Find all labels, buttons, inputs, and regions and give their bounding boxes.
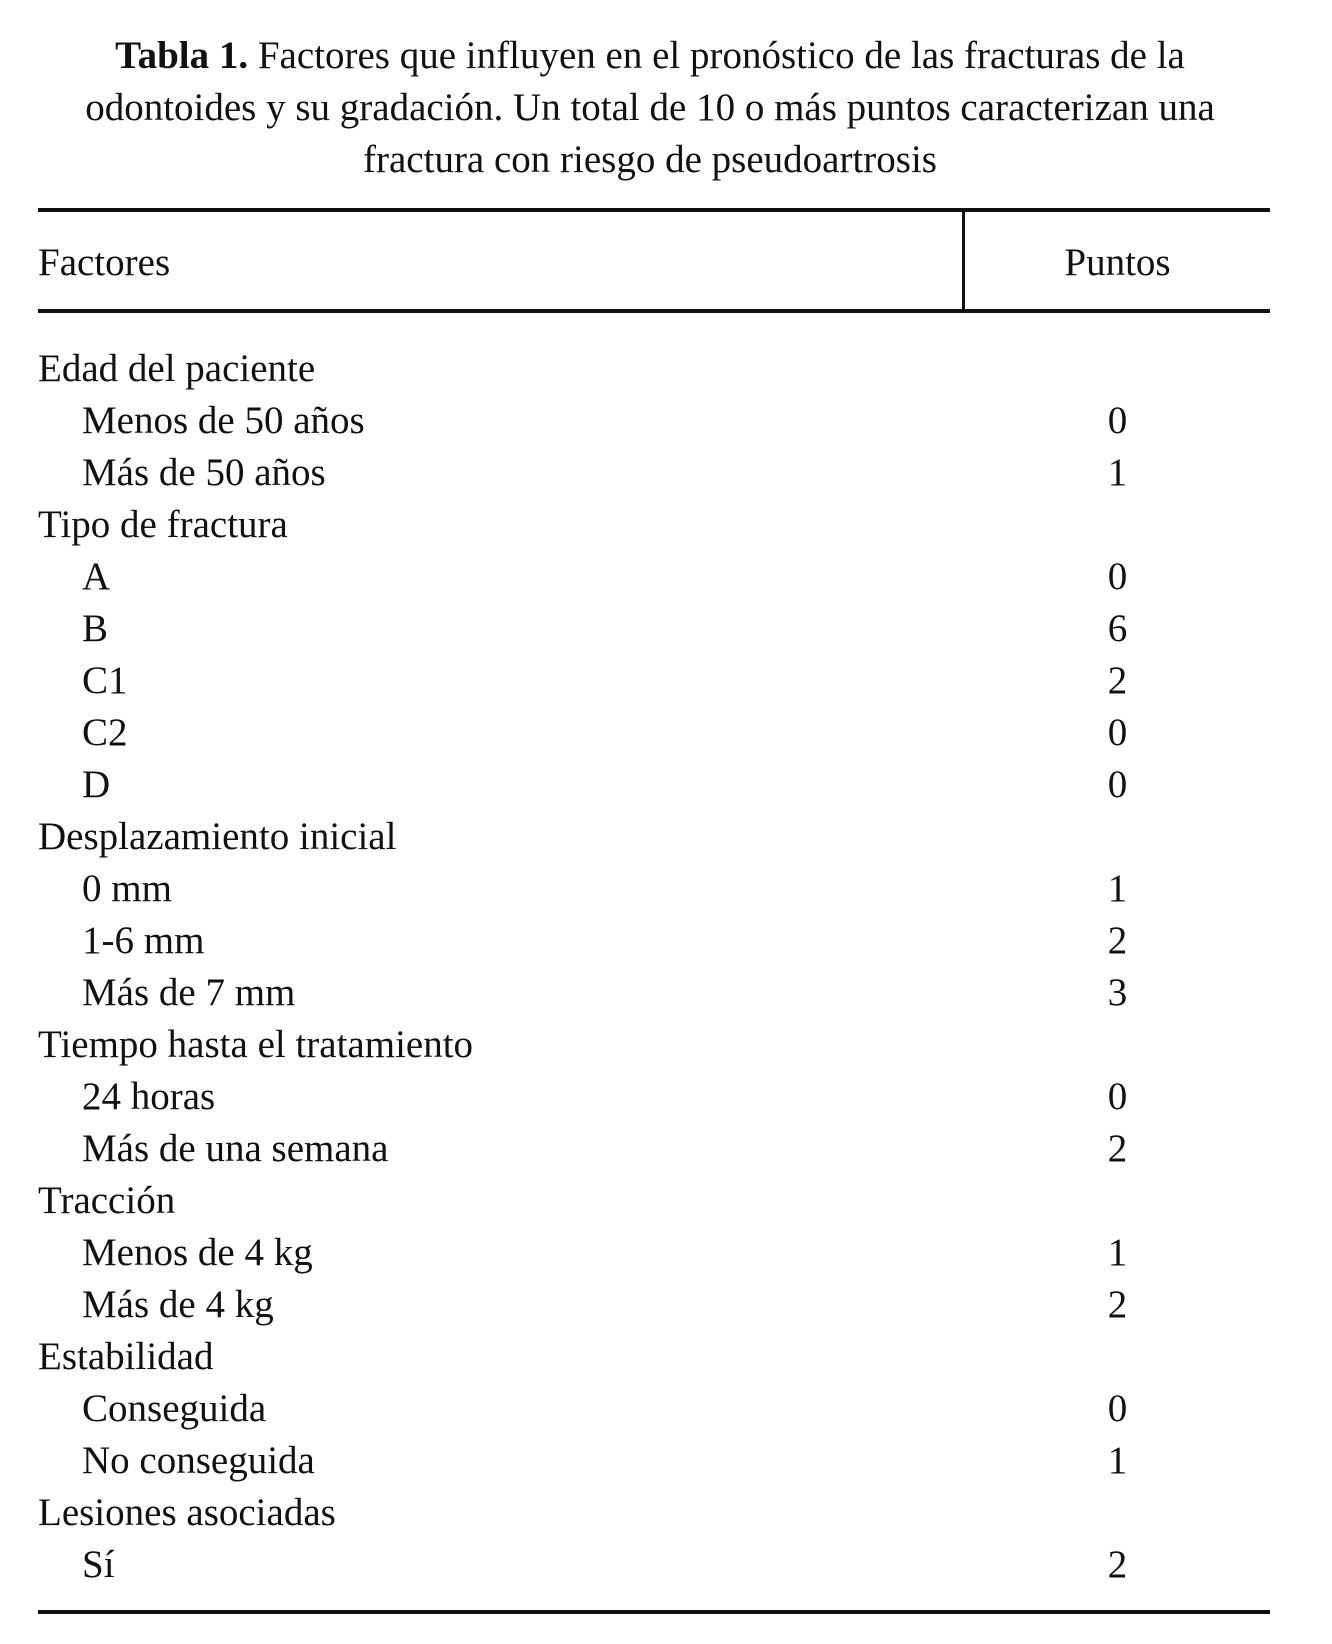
points-value: 2 <box>1107 1127 1128 1170</box>
table-row <box>38 1539 1270 1591</box>
header-rule <box>38 309 1270 313</box>
table-row <box>38 551 1270 603</box>
factor-group-label: Tracción <box>38 1179 176 1222</box>
table-row <box>38 1279 1270 1331</box>
factor-group-label: Estabilidad <box>38 1335 214 1378</box>
header-factores: Factores <box>38 241 171 284</box>
factor-group-label: Desplazamiento inicial <box>38 815 397 858</box>
table-row <box>38 759 1270 811</box>
table-caption <box>60 30 1240 186</box>
points-value: 2 <box>1107 1543 1128 1586</box>
table-group-row <box>38 499 1270 551</box>
factor-label: Más de 7 mm <box>82 971 296 1014</box>
table-group-row <box>38 1487 1270 1539</box>
points-value: 0 <box>1107 399 1128 442</box>
points-value: 0 <box>1107 763 1128 806</box>
factor-group-label: Edad del paciente <box>38 347 316 390</box>
table-group-row <box>38 1331 1270 1383</box>
factor-label: C2 <box>82 711 128 754</box>
table-row <box>38 1123 1270 1175</box>
factor-label: Más de 4 kg <box>82 1283 274 1326</box>
caption-text: Factores que influyen en el pronóstico de las fracturas de la odontoides y su gradación. Un total de 10 o más puntos caracterizan una fractura con riesgo de pseudoartrosis <box>85 34 1215 181</box>
points-value: 2 <box>1107 1283 1128 1326</box>
factor-label: 0 mm <box>82 867 172 910</box>
factor-group-label: Tipo de fractura <box>38 503 288 546</box>
caption-label: Tabla 1. <box>115 34 249 77</box>
table-row <box>38 967 1270 1019</box>
factor-label: B <box>82 607 109 650</box>
points-value: 0 <box>1107 555 1128 598</box>
bottom-rule <box>38 1610 1270 1614</box>
points-value: 2 <box>1107 659 1128 702</box>
points-value: 1 <box>1107 1439 1128 1482</box>
top-rule <box>38 208 1270 212</box>
factor-label: D <box>82 763 111 806</box>
table-body <box>38 343 1270 1591</box>
factor-label: A <box>82 555 111 598</box>
table-row <box>38 655 1270 707</box>
table-row <box>38 395 1270 447</box>
points-value: 2 <box>1107 919 1128 962</box>
table-row <box>38 1227 1270 1279</box>
header-puntos: Puntos <box>1064 241 1171 284</box>
factor-label: Sí <box>82 1543 115 1586</box>
factor-label: Más de una semana <box>82 1127 389 1170</box>
factor-label: Más de 50 años <box>82 451 326 494</box>
table-row <box>38 707 1270 759</box>
table-row <box>38 603 1270 655</box>
factor-label: Menos de 50 años <box>82 399 365 442</box>
table-row <box>38 447 1270 499</box>
table-row <box>38 915 1270 967</box>
factor-label: Menos de 4 kg <box>82 1231 313 1274</box>
table-group-row <box>38 1175 1270 1227</box>
points-value: 6 <box>1107 607 1128 650</box>
points-value: 0 <box>1107 1387 1128 1430</box>
table-row <box>38 1435 1270 1487</box>
table-group-row <box>38 811 1270 863</box>
factor-label: No conseguida <box>82 1439 315 1482</box>
table-group-row <box>38 343 1270 395</box>
factor-label: C1 <box>82 659 128 702</box>
factor-label: 1-6 mm <box>82 919 205 962</box>
points-value: 1 <box>1107 1231 1128 1274</box>
table-row <box>38 1071 1270 1123</box>
points-value: 1 <box>1107 451 1128 494</box>
points-value: 3 <box>1107 971 1128 1014</box>
factor-group-label: Lesiones asociadas <box>38 1491 336 1534</box>
factor-label: Conseguida <box>82 1387 267 1430</box>
factor-label: 24 horas <box>82 1075 216 1118</box>
table-group-row <box>38 1019 1270 1071</box>
points-value: 1 <box>1107 867 1128 910</box>
factor-group-label: Tiempo hasta el tratamiento <box>38 1023 474 1066</box>
points-value: 0 <box>1107 1075 1128 1118</box>
table-row <box>38 863 1270 915</box>
table-row <box>38 1383 1270 1435</box>
points-value: 0 <box>1107 711 1128 754</box>
